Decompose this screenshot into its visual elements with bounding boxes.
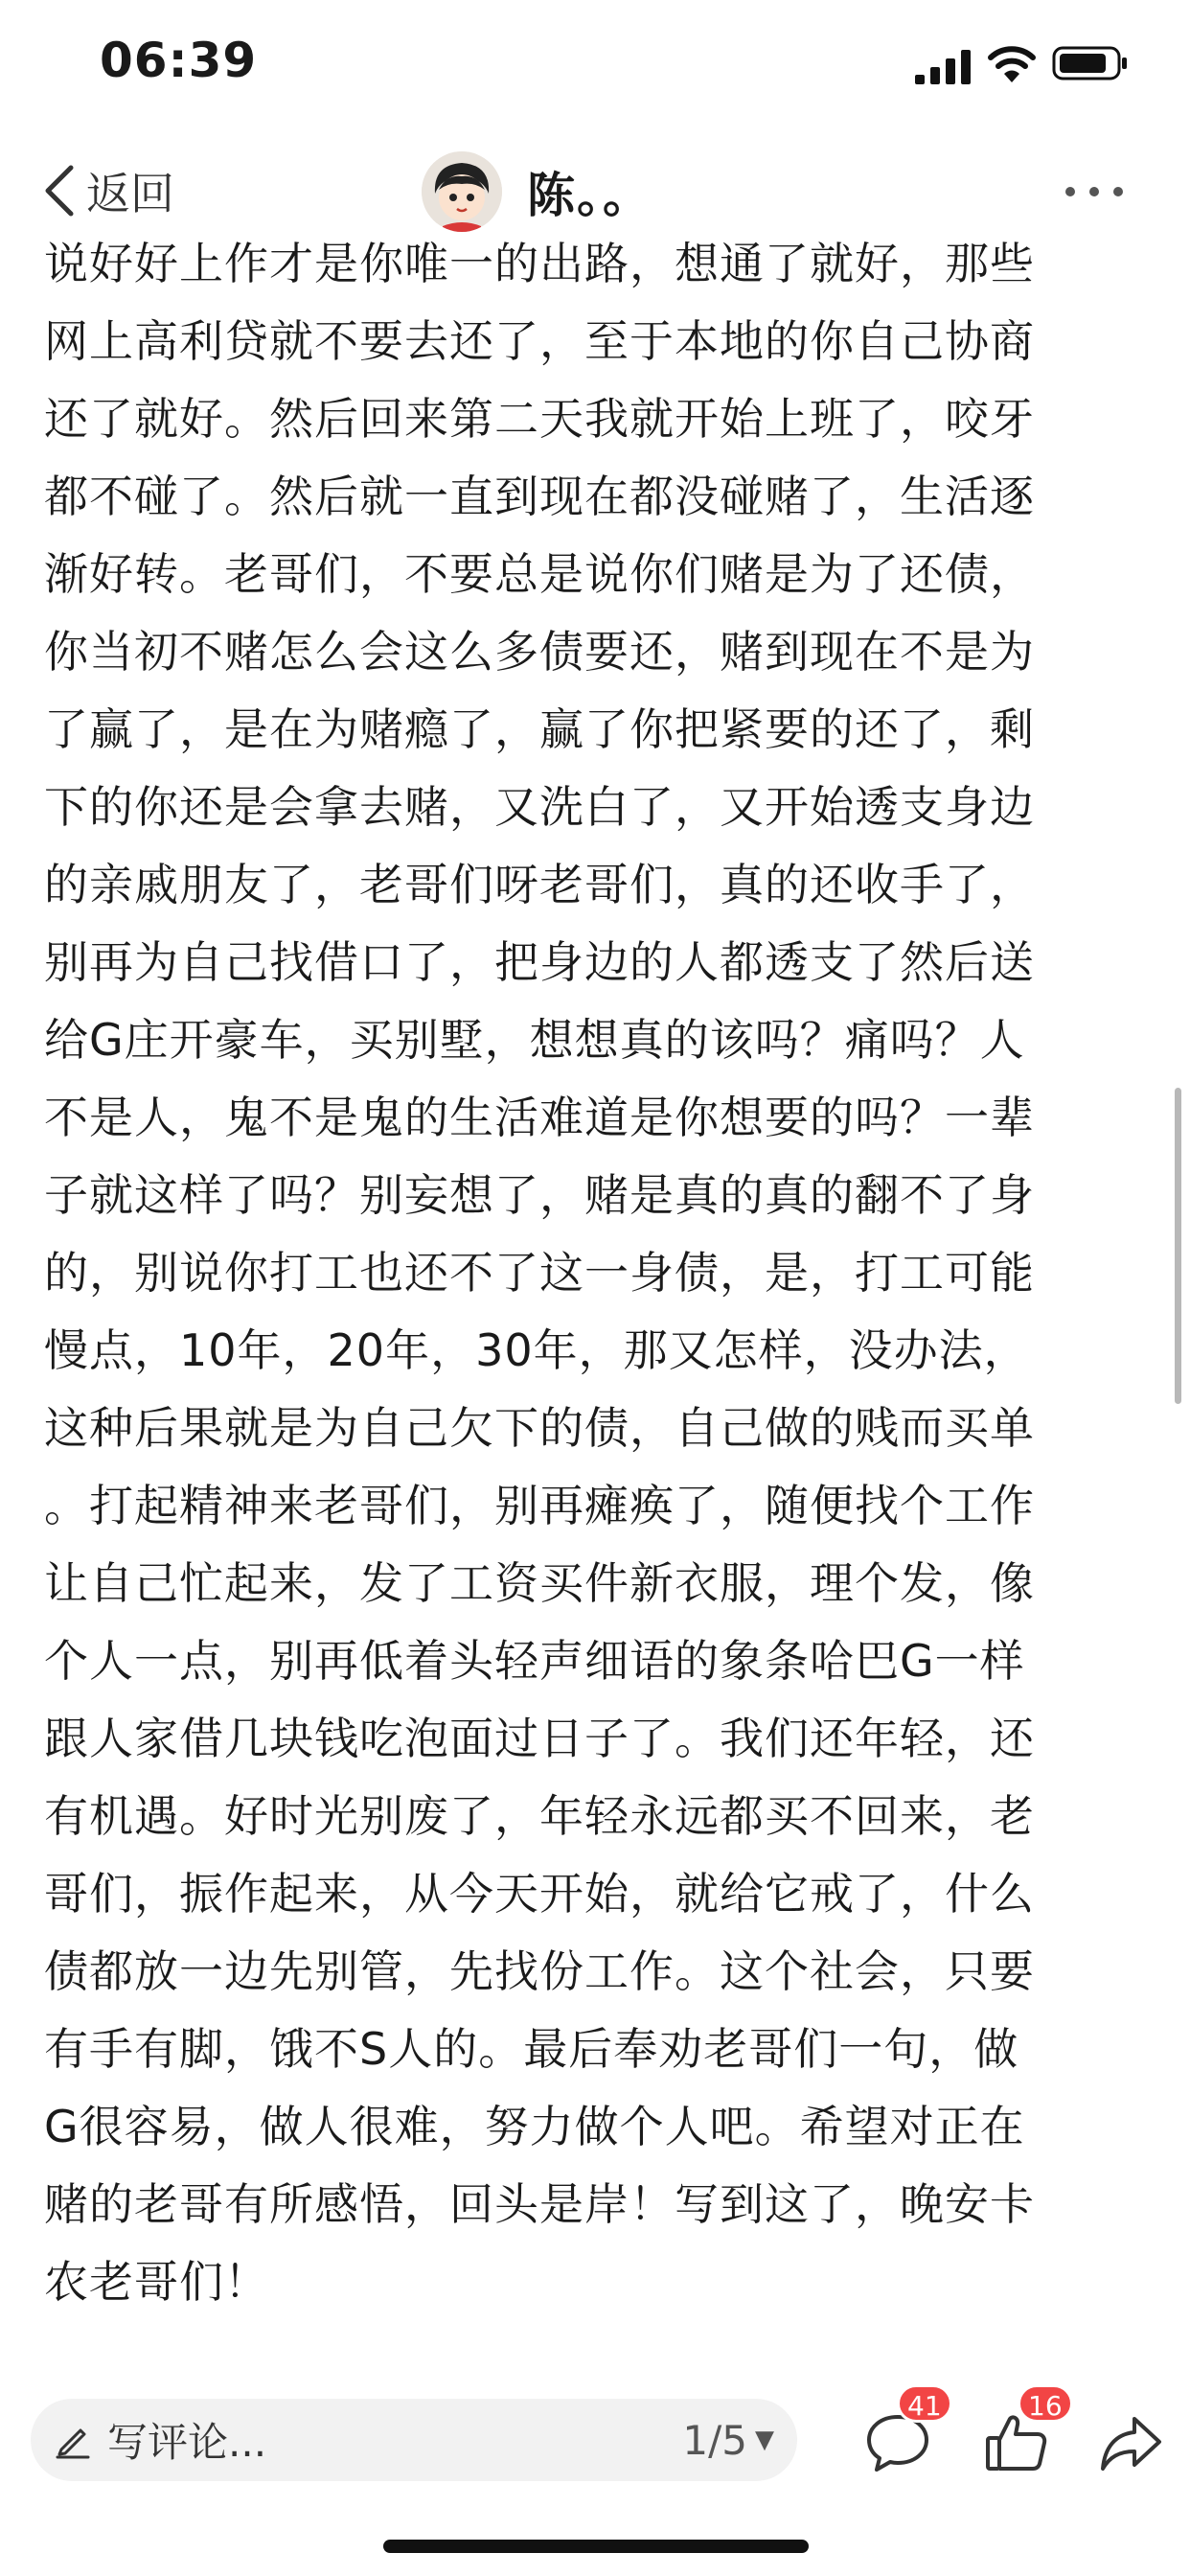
text-line: 子就这样了吗？别妄想了，赌是真的真的翻不了身 (44, 1169, 1035, 1221)
caret-down-icon: ▼ (755, 2426, 774, 2454)
comment-count-badge: 41 (897, 2384, 952, 2423)
text-line: 还了就好。然后回来第二天我就开始上班了，咬牙 (44, 393, 1035, 445)
status-time: 06:39 (100, 33, 258, 88)
back-button[interactable] (42, 157, 174, 224)
text-line: 不是人，鬼不是鬼的生活难道是你想要的吗？一辈 (44, 1092, 1035, 1143)
battery-icon (1052, 46, 1129, 80)
avatar[interactable] (422, 151, 502, 232)
text-line: 给G庄开豪车，买别墅，想想真的该吗？痛吗？人 (44, 1014, 1025, 1066)
comment-placeholder: 写评论... (107, 2419, 267, 2466)
text-line: 你当初不赌怎么会这么多债要还，赌到现在不是为 (44, 626, 1035, 678)
text-line: 的亲戚朋友了，老哥们呀老哥们，真的还收手了， (44, 859, 1035, 910)
text-line: 网上高利贷就不要去还了，至于本地的你自己协商 (44, 315, 1035, 367)
page-indicator-text: 1/5 (682, 2416, 747, 2464)
status-bar (0, 0, 1190, 134)
more-dots-icon (1113, 187, 1123, 196)
text-line: 慢点，10年，20年，30年，那又怎样，没办法， (44, 1324, 1029, 1376)
more-dots-icon (1089, 187, 1099, 196)
back-label: 返回 (86, 168, 174, 219)
article-text (44, 240, 1156, 2321)
text-line: 跟人家借几块钱吃泡面过日子了。我们还年轻，还 (44, 1713, 1035, 1764)
text-line: 了赢了，是在为赌瘾了，赢了你把紧要的还了，剩 (44, 703, 1035, 755)
avatar-cartoon-icon (422, 151, 502, 232)
text-line: 。打起精神来老哥们，别再瘫痪了，随便找个工作 (44, 1480, 1035, 1531)
text-line: 的，别说你打工也还不了这一身债，是，打工可能 (44, 1247, 1035, 1299)
article-content (44, 240, 1156, 2348)
text-line: 让自己忙起来，发了工资买件新衣服，理个发，像 (44, 1557, 1035, 1609)
chevron-left-icon (42, 164, 77, 218)
nav-bar (0, 144, 1190, 240)
text-line: 渐好转。老哥们，不要总是说你们赌是为了还债， (44, 548, 1035, 600)
comment-button[interactable] (864, 2390, 942, 2474)
share-arrow-icon (1098, 2411, 1165, 2474)
like-button[interactable] (983, 2390, 1063, 2474)
text-line: 债都放一边先别管，先找份工作。这个社会，只要 (44, 1945, 1035, 1997)
text-line: 别再为自己找借口了，把身边的人都透支了然后送 (44, 936, 1035, 988)
text-line: 有手有脚，饿不S人的。最后奉劝老哥们一句，做 (44, 2023, 1019, 2075)
text-line: 都不碰了。然后就一直到现在都没碰赌了，生活逐 (44, 471, 1035, 522)
home-indicator[interactable] (383, 2540, 809, 2553)
wifi-icon (988, 42, 1036, 84)
pencil-icon (54, 2421, 92, 2459)
author-info[interactable] (422, 144, 652, 240)
text-line: 这种后果就是为自己欠下的债，自己做的贱而买单 (44, 1402, 1035, 1454)
comment-input[interactable] (31, 2399, 797, 2481)
text-line: 有机遇。好时光别废了，年轻永远都买不回来，老 (44, 1790, 1035, 1842)
author-name[interactable]: 陈。。 (527, 168, 652, 223)
text-line: G很容易，做人很难，努力做个人吧。希望对正在 (44, 2101, 1025, 2152)
page-selector[interactable] (682, 2399, 774, 2481)
text-line: 下的你还是会拿去赌，又洗白了，又开始透支身边 (44, 781, 1035, 833)
text-line: 说好好上作才是你唯一的出路，想通了就好，那些 (44, 240, 1035, 289)
text-line: 哥们，振作起来，从今天开始，就给它戒了，什么 (44, 1868, 1035, 1920)
text-line: 农老哥们！ (44, 2256, 269, 2308)
scrollbar[interactable] (1175, 1088, 1181, 1404)
text-line: 个人一点，别再低着头轻声细语的象条哈巴G一样 (44, 1635, 1025, 1687)
more-options-button[interactable] (1065, 172, 1123, 211)
cellular-signal-icon (915, 50, 973, 84)
share-button[interactable] (1098, 2411, 1165, 2474)
text-line: 赌的老哥有所感悟，回头是岸！写到这了，晚安卡 (44, 2178, 1035, 2230)
like-count-badge: 16 (1018, 2384, 1073, 2423)
more-dots-icon (1065, 187, 1075, 196)
